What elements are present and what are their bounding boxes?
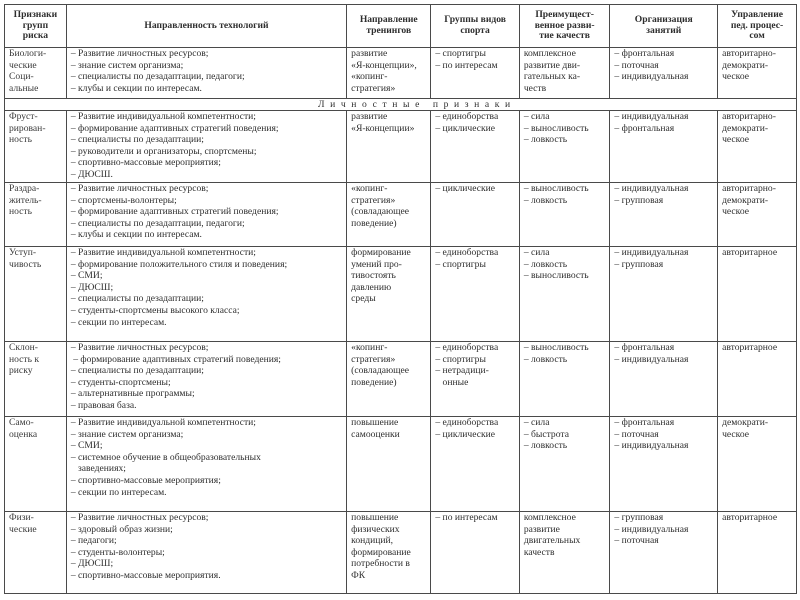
cell-text-line: «Я-концепции» xyxy=(351,122,415,134)
table-row xyxy=(5,111,797,183)
cell-text-line: авторитарно- xyxy=(722,111,776,122)
cell-risk-group xyxy=(5,111,67,183)
cell-risk-group xyxy=(5,342,67,417)
cell-text-line: – поточная xyxy=(614,535,659,547)
cell-text-line: – групповая xyxy=(614,512,664,523)
header-technology-direction xyxy=(66,5,346,48)
header-training-direction xyxy=(347,5,431,48)
header-text-line: тренингов xyxy=(366,25,412,36)
cell-risk-group xyxy=(5,48,67,99)
cell-management xyxy=(718,417,797,512)
cell-text-line: – здоровый образ жизни; xyxy=(70,523,173,535)
cell-organization xyxy=(610,111,718,183)
table-row xyxy=(5,342,797,417)
cell-text-line: развитие xyxy=(523,523,560,535)
header-text-line: Управление xyxy=(731,8,783,20)
cell-management xyxy=(718,342,797,417)
cell-text-line: оценка xyxy=(9,428,38,440)
cell-organization xyxy=(610,48,718,99)
cell-text-line: – индивидуальная xyxy=(614,71,689,83)
cell-text-line: – спортивно-массовые мероприятия; xyxy=(70,157,221,169)
cell-text-line: – формирование адаптивных стратегий поведения; xyxy=(70,353,281,365)
cell-text-line: – специалисты по дезадаптации; xyxy=(70,365,204,377)
cell-text-line: – системное обучение в общеобразовательных xyxy=(70,451,261,463)
cell-text-line: – педагоги; xyxy=(70,535,117,547)
cell-text-line: «копинг- xyxy=(351,342,388,353)
cell-text-line: – специалисты по дезадаптации, педагоги; xyxy=(70,71,245,83)
cell-management xyxy=(718,183,797,247)
cell-text-line: – ловкость xyxy=(523,258,568,270)
cell-risk-group xyxy=(5,183,67,247)
cell-text-line: – по интересам xyxy=(435,512,498,523)
cell-text-line: физических xyxy=(351,523,400,535)
cell-text-line: – ловкость xyxy=(523,353,568,365)
cell-text-line: поведение) xyxy=(351,376,397,388)
cell-text-line: – индивидуальная xyxy=(614,440,689,452)
cell-text-line: – Развитие личностных ресурсов; xyxy=(70,48,209,59)
cell-text-line: – спортигры xyxy=(435,258,486,270)
cell-text-line: – спортивно-массовые мероприятия. xyxy=(70,569,221,581)
cell-text-line: – ДЮСШ; xyxy=(70,558,114,570)
cell-technologies xyxy=(66,48,346,99)
cell-text-line: развитие xyxy=(351,48,388,59)
cell-text-line: авторитарное xyxy=(722,512,778,523)
cell-text-line: – сила xyxy=(523,111,550,122)
cell-qualities xyxy=(519,48,610,99)
cell-text-line: – единоборства xyxy=(435,111,499,122)
header-text-line: спорта xyxy=(460,25,490,36)
cell-text-line: авторитарно- xyxy=(722,183,776,194)
cell-text-line: ность xyxy=(9,206,32,218)
cell-risk-group xyxy=(5,417,67,512)
header-pedagogical-management xyxy=(718,5,797,48)
cell-sport-groups xyxy=(431,111,519,183)
cell-text-line: – выносливость xyxy=(523,122,589,134)
cell-text-line: среды xyxy=(351,293,376,305)
cell-text-line: – фронтальная xyxy=(614,342,675,353)
cell-text-line: – сила xyxy=(523,247,550,258)
header-sport-groups xyxy=(431,5,519,48)
cell-text-line: – студенты-спортсмены; xyxy=(70,376,171,388)
cell-technologies xyxy=(66,417,346,512)
cell-text-line: – спортигры xyxy=(435,353,486,365)
cell-organization xyxy=(610,183,718,247)
cell-text-line: развитие xyxy=(351,111,388,122)
cell-management xyxy=(718,111,797,183)
cell-text-line: – циклические xyxy=(435,183,496,194)
cell-text-line: – формирование адаптивных стратегий поведения; xyxy=(70,206,279,218)
cell-text-line: – индивидуальная xyxy=(614,247,689,258)
cell-text-line: потребности в xyxy=(351,558,410,570)
cell-text-line: Уступ- xyxy=(9,247,37,258)
cell-text-line: ность xyxy=(9,134,32,146)
header-class-organization xyxy=(610,5,718,48)
cell-management xyxy=(718,247,797,342)
cell-training xyxy=(347,48,431,99)
cell-text-line: комплексное xyxy=(523,48,576,59)
cell-technologies xyxy=(66,342,346,417)
header-risk-group-features xyxy=(5,5,67,48)
cell-text-line: формирование xyxy=(351,546,411,558)
cell-text-line: – студенты-волонтеры; xyxy=(70,546,165,558)
cell-text-line: – быстрота xyxy=(523,428,569,440)
cell-text-line: – спортивно-массовые мероприятия; xyxy=(70,474,221,486)
cell-text-line: житель- xyxy=(9,194,42,206)
risk-groups-document xyxy=(4,4,797,594)
cell-management xyxy=(718,512,797,594)
cell-text-line: – сила xyxy=(523,417,550,428)
table-header-row xyxy=(5,5,797,48)
cell-text-line: давлению xyxy=(351,281,392,293)
cell-text-line: – индивидуальная xyxy=(614,523,689,535)
cell-text-line: Физи- xyxy=(9,512,34,523)
header-text-line: Направление xyxy=(359,14,418,26)
cell-text-line: Раздра- xyxy=(9,183,40,194)
cell-text-line: ческое xyxy=(722,134,750,146)
header-text-line: тие качеств xyxy=(539,30,590,42)
cell-organization xyxy=(610,342,718,417)
cell-text-line: – СМИ; xyxy=(70,440,103,452)
table-row xyxy=(5,417,797,512)
cell-qualities xyxy=(519,342,610,417)
cell-technologies xyxy=(66,183,346,247)
cell-text-line: Соци- xyxy=(9,71,34,83)
cell-text-line: ческое xyxy=(722,206,750,218)
cell-text-line: – секции по интересам. xyxy=(70,316,167,328)
cell-text-line: – ловкость xyxy=(523,134,568,146)
cell-qualities xyxy=(519,183,610,247)
cell-text-line: – выносливость xyxy=(523,183,589,194)
cell-text-line: ческое xyxy=(722,428,750,440)
cell-text-line: – клубы и секции по интересам. xyxy=(70,82,202,94)
cell-sport-groups xyxy=(431,512,519,594)
cell-text-line: ческое xyxy=(722,71,750,83)
header-text-line: сом xyxy=(749,30,765,42)
cell-text-line: – ловкость xyxy=(523,194,568,206)
cell-text-line: авторитарное xyxy=(722,247,778,258)
cell-text-line: умений про- xyxy=(351,258,402,270)
cell-text-line: – знание систем организма; xyxy=(70,428,184,440)
cell-text-line: тивостоять xyxy=(351,270,396,282)
cell-text-line: – Развитие индивидуальной компетентности; xyxy=(70,111,256,122)
cell-text-line: – Развитие индивидуальной компетентности; xyxy=(70,247,256,258)
cell-text-line: «копинг- xyxy=(351,183,388,194)
cell-text-line: – ДЮСШ; xyxy=(70,281,114,293)
cell-technologies xyxy=(66,512,346,594)
cell-text-line: формирование xyxy=(351,247,411,258)
cell-text-line: повышение xyxy=(351,512,399,523)
cell-text-line: развитие дви- xyxy=(523,59,581,71)
cell-text-line: кондиций, xyxy=(351,535,394,547)
cell-text-line: – выносливость xyxy=(523,270,589,282)
table-row xyxy=(5,183,797,247)
header-text-line: Направленность технологий xyxy=(144,19,269,31)
cell-text-line: – специалисты по дезадаптации; xyxy=(70,293,204,305)
cell-text-line: – Развитие личностных ресурсов; xyxy=(70,512,209,523)
cell-qualities xyxy=(519,417,610,512)
cell-text-line: – единоборства xyxy=(435,342,499,353)
cell-text-line: – Развитие индивидуальной компетентности; xyxy=(70,417,256,428)
cell-text-line: – студенты-спортсмены высокого класса; xyxy=(70,304,240,316)
cell-qualities xyxy=(519,111,610,183)
header-text-line: риска xyxy=(22,30,49,42)
cell-text-line: альные xyxy=(9,82,39,94)
section-row-personal-features xyxy=(5,99,797,111)
cell-management xyxy=(718,48,797,99)
cell-sport-groups xyxy=(431,183,519,247)
cell-text-line: – поточная xyxy=(614,59,659,71)
cell-text-line: гательных ка- xyxy=(523,71,581,83)
header-text-line: пед. процес- xyxy=(730,19,784,31)
cell-sport-groups xyxy=(431,417,519,512)
cell-organization xyxy=(610,512,718,594)
header-text-line: Организация xyxy=(634,14,693,26)
cell-text-line: рирован- xyxy=(9,122,46,134)
cell-text-line: – по интересам xyxy=(435,59,498,71)
cell-text-line: поведение) xyxy=(351,217,397,229)
header-text-line: венное разви- xyxy=(534,19,595,31)
cell-text-line: Само- xyxy=(9,417,34,428)
cell-training xyxy=(347,512,431,594)
cell-text-line: риску xyxy=(9,365,33,377)
cell-text-line: – единоборства xyxy=(435,417,499,428)
cell-text-line: демократи- xyxy=(722,122,769,134)
cell-text-line: – индивидуальная xyxy=(614,111,689,122)
cell-training xyxy=(347,183,431,247)
header-text-line: Преимущест- xyxy=(535,8,594,20)
cell-text-line: качеств xyxy=(523,546,555,558)
cell-text-line: заведениях; xyxy=(70,463,126,475)
table-row xyxy=(5,512,797,594)
cell-text-line: – индивидуальная xyxy=(614,183,689,194)
cell-text-line: ческие xyxy=(9,59,37,71)
cell-text-line: «Я-концепции», xyxy=(351,59,417,71)
cell-qualities xyxy=(519,247,610,342)
cell-text-line: – правовая база. xyxy=(70,399,137,411)
cell-text-line: Фруст- xyxy=(9,111,38,122)
cell-text-line: демократи- xyxy=(722,194,769,206)
cell-text-line: (совладающее xyxy=(351,206,410,218)
cell-training xyxy=(347,247,431,342)
cell-text-line: – циклические xyxy=(435,428,496,440)
cell-training xyxy=(347,342,431,417)
cell-training xyxy=(347,417,431,512)
cell-sport-groups xyxy=(431,342,519,417)
cell-text-line: – специалисты по дезадаптации; xyxy=(70,134,204,146)
cell-text-line: онные xyxy=(435,376,469,388)
cell-text-line: – специалисты по дезадаптации, педагоги; xyxy=(70,217,245,229)
cell-text-line: двигательных xyxy=(523,535,581,547)
cell-text-line: – альтернативные программы; xyxy=(70,388,195,400)
cell-text-line: – знание систем организма; xyxy=(70,59,184,71)
cell-training xyxy=(347,111,431,183)
cell-text-line: – Развитие личностных ресурсов; xyxy=(70,183,209,194)
cell-text-line: – секции по интересам. xyxy=(70,486,167,498)
cell-text-line: (совладающее xyxy=(351,365,410,377)
cell-text-line: Биологи- xyxy=(9,48,47,59)
header-text-line: групп xyxy=(22,19,49,31)
cell-text-line: ность к xyxy=(9,353,40,365)
cell-text-line: авторитарное xyxy=(722,342,778,353)
cell-text-line: – фронтальная xyxy=(614,48,675,59)
cell-text-line: чивость xyxy=(9,258,42,270)
cell-text-line: самооценки xyxy=(351,428,400,440)
cell-risk-group xyxy=(5,247,67,342)
header-text-line: занятий xyxy=(646,25,682,36)
header-text-line: Признаки xyxy=(13,8,58,20)
cell-text-line: – ДЮСШ. xyxy=(70,168,113,180)
cell-qualities xyxy=(519,512,610,594)
cell-text-line: ческие xyxy=(9,523,37,535)
cell-text-line: – формирование адаптивных стратегий поведения; xyxy=(70,122,279,134)
cell-text-line: – выносливость xyxy=(523,342,589,353)
cell-text-line: – единоборства xyxy=(435,247,499,258)
cell-technologies xyxy=(66,247,346,342)
cell-text-line: – ловкость xyxy=(523,440,568,452)
cell-text-line: – клубы и секции по интересам. xyxy=(70,229,202,241)
cell-text-line: «копинг- xyxy=(351,71,388,83)
cell-text-line: – групповая xyxy=(614,194,664,206)
cell-text-line: – индивидуальная xyxy=(614,353,689,365)
cell-text-line: – фронтальная xyxy=(614,122,675,134)
cell-text-line: – поточная xyxy=(614,428,659,440)
cell-risk-group xyxy=(5,512,67,594)
cell-text-line: комплексное xyxy=(523,512,576,523)
cell-text-line: – СМИ; xyxy=(70,270,103,282)
cell-sport-groups xyxy=(431,247,519,342)
cell-text-line: – Развитие личностных ресурсов; xyxy=(70,342,209,353)
cell-text-line: – спортсмены-волонтеры; xyxy=(70,194,177,206)
cell-text-line: Склон- xyxy=(9,342,38,353)
table-row xyxy=(5,247,797,342)
cell-sport-groups xyxy=(431,48,519,99)
cell-text-line: – фронтальная xyxy=(614,417,675,428)
cell-text-line: повышение xyxy=(351,417,399,428)
cell-text-line: ФК xyxy=(351,569,366,581)
cell-text-line: – руководители и организаторы, спортсмены; xyxy=(70,145,257,157)
header-text-line: Группы видов xyxy=(444,14,506,26)
cell-organization xyxy=(610,247,718,342)
cell-text-line: – формирование положительного стиля и поведения; xyxy=(70,258,288,270)
cell-text-line: – спортигры xyxy=(435,48,486,59)
cell-text-line: демократи- xyxy=(722,59,769,71)
cell-text-line: честв xyxy=(523,82,547,94)
cell-text-line: стратегия» xyxy=(351,82,396,94)
section-label: Личностные признаки xyxy=(5,99,797,111)
cell-organization xyxy=(610,417,718,512)
cell-text-line: демократи- xyxy=(722,417,769,428)
cell-text-line: стратегия» xyxy=(351,353,396,365)
risk-groups-table xyxy=(4,4,797,594)
cell-text-line: авторитарно- xyxy=(722,48,776,59)
cell-technologies xyxy=(66,111,346,183)
table-row xyxy=(5,48,797,99)
cell-text-line: – групповая xyxy=(614,258,664,270)
header-preferred-qualities xyxy=(519,5,610,48)
cell-text-line: стратегия» xyxy=(351,194,396,206)
cell-text-line: – нетрадици- xyxy=(435,365,489,377)
cell-text-line: – циклические xyxy=(435,122,496,134)
